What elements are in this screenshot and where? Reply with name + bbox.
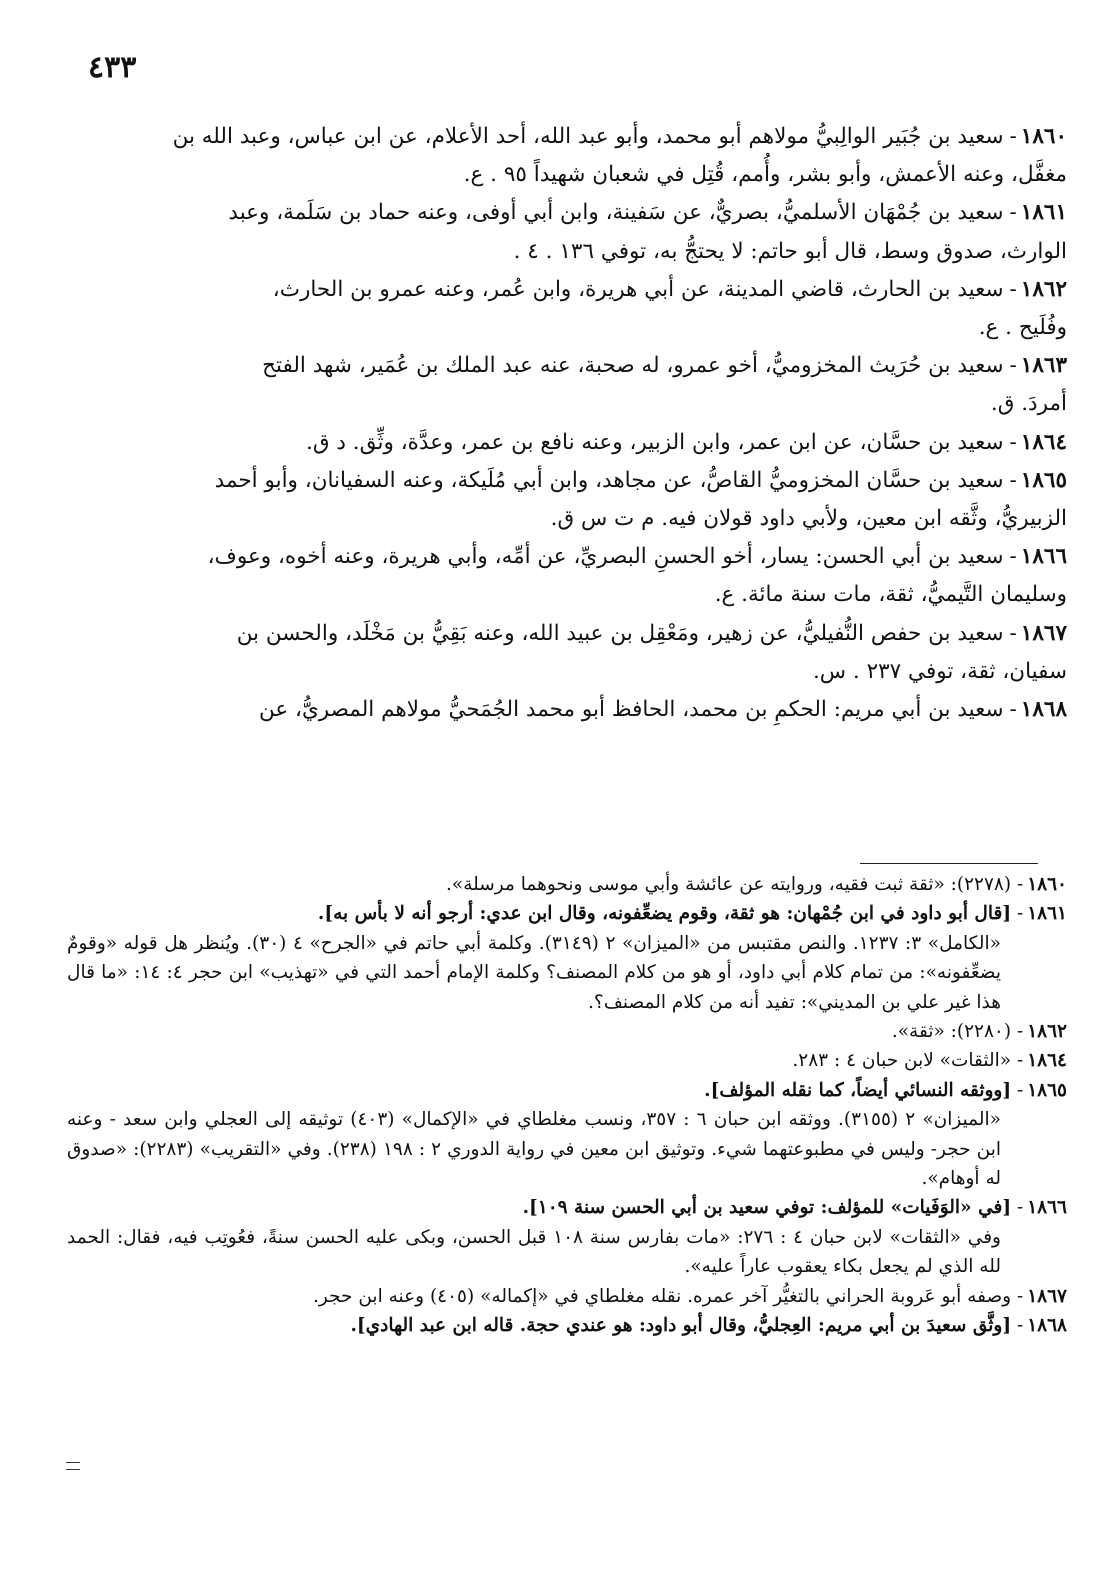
entry-text: سعيد بن حُرَيث المخزوميُّ، أخو عمرو، له صحبة، عنه عبد الملك بن عُمَير، شهد الفتح (262, 353, 1004, 379)
footnote-number: ١٨٦٧ (1027, 1285, 1067, 1307)
entry-number: ١٨٦٣ (1020, 353, 1067, 379)
footnote-dash: - (1016, 1197, 1024, 1219)
entry-number: ١٨٦١ (1020, 200, 1067, 226)
entry-text: سعيد بن جُبَير الوالِبيُّ مولاهم أبو محمد، وأبو عبد الله، أحد الأعلام، عن ابن عباس، وعبد الله بن (172, 124, 1004, 149)
footnote-dash: - (1016, 903, 1024, 925)
footnote-1868 (67, 1311, 1067, 1340)
entry-continuation: أمردَ. ق. (990, 391, 1067, 417)
footnote-1866 (67, 1193, 1067, 1222)
footnote-number: ١٨٦١ (1027, 903, 1067, 925)
footnote-dash: - (1016, 1285, 1024, 1307)
footnote-1861 (67, 899, 1067, 928)
entry-1867 (67, 615, 1067, 691)
footnote-number: ١٨٦٥ (1027, 1079, 1067, 1101)
entry-continuation: وفُلَيح . ع. (978, 315, 1067, 341)
footnote-1866-detail (67, 1223, 1067, 1282)
entry-number: ١٨٦٨ (1020, 697, 1067, 723)
entry-continuation: سفيان، ثقة، توفي ٢٣٧ . س. (812, 658, 1067, 684)
footnote-1864 (67, 1046, 1067, 1075)
entry-text: سعيد بن حسَّان، عن ابن عمر، وابن الزبير، وعنه نافع بن عمر، وعدَّة، وثِّق. د ق. (305, 429, 1004, 455)
footnote-text: [وثَّق سعيدَ بن أبي مريم: العِجليُّ، وقال أبو داود: هو عندي حجة. قاله ابن عبد الهادي]. (350, 1315, 1012, 1337)
entry-1868 (67, 691, 1067, 729)
footnote-dash: - (1016, 1021, 1024, 1043)
footnote-dash: - (1016, 1079, 1024, 1101)
entry-dash: - (1009, 429, 1017, 455)
entry-dash: - (1009, 200, 1017, 226)
entry-1860 (67, 118, 1067, 194)
footnote-text: (٢٢٨٠): «ثقة». (891, 1021, 1012, 1043)
entry-number: ١٨٦٠ (1020, 124, 1067, 149)
footnote-1865-detail (67, 1105, 1067, 1193)
entry-text: سعيد بن أبي مريم: الحكمِ بن محمد، الحافظ أبو محمد الجُمَحيُّ مولاهم المصريُّ، عن (258, 697, 1004, 723)
entry-dash: - (1009, 697, 1017, 723)
footnote-divider (860, 863, 1038, 864)
main-entries (67, 118, 1067, 729)
entry-text: سعيد بن جُمْهَان الأسلميُّ، بصريٌّ، عن سَفينة، وابن أبي أوفى، وعنه حماد بن سَلَمة، وعبد (228, 200, 1004, 226)
footnote-dash: - (1016, 874, 1024, 895)
entry-1861 (67, 194, 1067, 270)
footnote-text: [في «الوَفَيات» للمؤلف: توفي سعيد بن أبي الحسن سنة ١٠٩]. (522, 1197, 1012, 1219)
entry-dash: - (1009, 544, 1017, 570)
footnote-text: «الميزان» ٢ (٣١٥٥). ووثقه ابن حبان ٦ : ٣٥٧، ونسب مغلطاي في «الإكمال» (٤٠٣) توثيقه إلى العجلي وابن سعد - وعنه ابن حجر- وليس في مطبوعتهما شيء. وتوثيق ابن معين في رواية الدوري ٢ : ١٩٨ (٢٣٨). وفي «التقريب» (٢٢٨٣): «صدوق له أوهام». (67, 1109, 1002, 1190)
footnote-number: ١٨٦٦ (1027, 1197, 1067, 1219)
footnote-text: [ووثقه النسائي أيضاً، كما نقله المؤلف]. (704, 1079, 1012, 1101)
footnote-text: (٢٢٧٨): «ثقة ثبت فقيه، وروايته عن عائشة وأبي موسى ونحوهما مرسلة». (446, 874, 1012, 895)
footnote-1861-detail (67, 929, 1067, 1017)
entry-continuation: وسليمان التَّيميُّ، ثقة، مات سنة مائة. ع. (714, 582, 1067, 608)
entry-dash: - (1009, 620, 1017, 646)
entry-1864 (67, 424, 1067, 462)
entry-text: سعيد بن أبي الحسن: يسار، أخو الحسنِ البصريِّ، عن أمِّه، وأبي هريرة، وعنه أخوه، وعوف، (207, 544, 1004, 570)
entry-number: ١٨٦٦ (1020, 544, 1067, 570)
entry-continuation: الزبيريُّ، وثَّقه ابن معين، ولأبي داود قولان فيه. م ت س ق. (550, 506, 1067, 532)
footnote-text: وفي «الثقات» لابن حبان ٤ : ٢٧٦: «مات بفارس سنة ١٠٨ قبل الحسن، وبكى عليه الحسن سنةً، فعُوتِب فيه، فقال: الحمد لله الذي لم يجعل بكاء يعقوب عاراً عليه». (67, 1226, 1001, 1278)
entry-continuation: مغفَّل، وعنه الأعمش، وأبو بشر، وأُمم، قُتِل في شعبان شهيداً ٩٥ . ع. (463, 162, 1067, 188)
footnote-text: وصفه أبو عَروبة الحراني بالتغيُّر آخر عمره. نقله مغلطاي في «إكماله» (٤٠٥) وعنه ابن حجر. (313, 1285, 1012, 1307)
entry-dash: - (1009, 467, 1017, 493)
entry-text: سعيد بن حسَّان المخزوميُّ القاصُّ، عن مجاهد، وابن أبي مُلَيكة، وعنه السفيانان، وأبو أحمد (214, 467, 1004, 493)
entry-dash: - (1009, 124, 1017, 149)
footnote-1865 (67, 1076, 1067, 1105)
entry-1863 (67, 347, 1067, 423)
entry-dash: - (1009, 276, 1017, 302)
footnote-dash: - (1016, 1315, 1024, 1337)
footnote-text: «الكامل» ٣: ١٢٣٧. والنص مقتبس من «الميزان» ٢ (٣١٤٩). وكلمة أبي حاتم في «الجرح» ٤ (٣٠). ويُنظر هل قوله «وقومٌ يضعِّفونه»: من تمام كلام أبي داود، أو هو من كلام المصنف؟ وكلمة الإمام أحمد التي في «تهذيب» ابن حجر ٤: ١٤: «ما قال هذا غير علي بن المديني»: تفيد أنه من كلام المصنف؟. (67, 932, 1001, 1013)
entry-1865 (67, 462, 1067, 538)
footnote-1867 (67, 1282, 1067, 1311)
entry-dash: - (1009, 353, 1017, 379)
footnote-number: ١٨٦٠ (1027, 874, 1067, 895)
entry-text: سعيد بن حفص النُّفيليُّ، عن زهير، ومَعْقِل بن عبيد الله، وعنه بَقِيُّ بن مَخْلَد، والحسن بن (236, 620, 1004, 646)
margin-mark (66, 1462, 80, 1470)
page-number: ٤٣٣ (88, 50, 137, 85)
entry-number: ١٨٦٤ (1020, 429, 1067, 455)
footnote-1862 (67, 1017, 1067, 1046)
footnote-number: ١٨٦٤ (1027, 1050, 1067, 1072)
footnote-number: ١٨٦٢ (1027, 1021, 1067, 1043)
entry-continuation: الوارث، صدوق وسط، قال أبو حاتم: لا يحتجُّ به، توفي ١٣٦ . ٤ . (513, 238, 1067, 264)
footnote-number: ١٨٦٨ (1027, 1315, 1067, 1337)
entry-1866 (67, 538, 1067, 614)
entry-number: ١٨٦٢ (1020, 276, 1067, 302)
footnotes (67, 870, 1067, 1341)
footnote-1860 (67, 870, 1067, 899)
entry-1862 (67, 271, 1067, 347)
footnote-text: [قال أبو داود في ابن جُمْهان: هو ثقة، وقوم يضعِّفونه، وقال ابن عدي: أرجو أنه لا بأس به]. (317, 903, 1012, 925)
entry-number: ١٨٦٥ (1020, 467, 1067, 493)
footnote-text: «الثقات» لابن حبان ٤ : ٢٨٣. (792, 1050, 1012, 1072)
entry-text: سعيد بن الحارث، قاضي المدينة، عن أبي هريرة، وابن عُمر، وعنه عمرو بن الحارث، (272, 276, 1004, 302)
footnote-dash: - (1016, 1050, 1024, 1072)
entry-number: ١٨٦٧ (1020, 620, 1067, 646)
